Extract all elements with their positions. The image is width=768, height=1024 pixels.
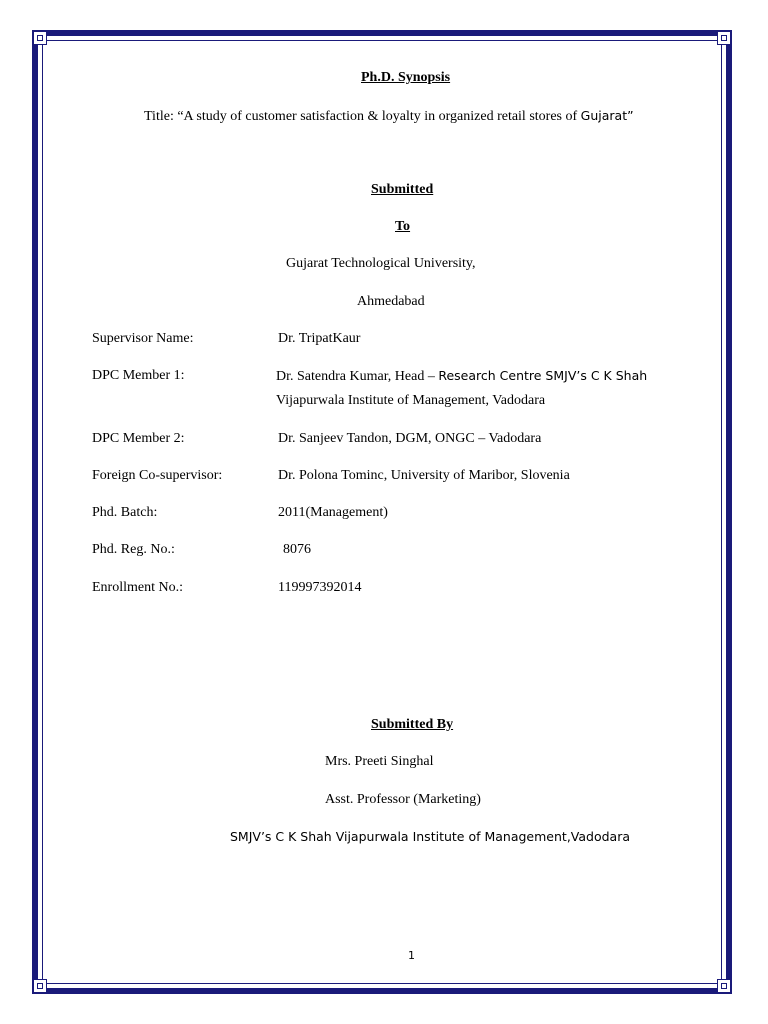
dpc-member-1-value-b: Research Centre SMJV’s C K Shah — [438, 368, 648, 383]
dpc-member-1-value-a: Dr. Satendra Kumar, Head – — [276, 369, 439, 384]
dpc-member-1-value — [276, 368, 647, 385]
submitted-heading: Submitted — [371, 182, 434, 197]
document-heading: Ph.D. Synopsis — [361, 70, 451, 85]
dpc-member-2-label: DPC Member 2: — [92, 431, 185, 446]
dpc-member-2-value: Dr. Sanjeev Tandon, DGM, ONGC – Vadodara — [278, 431, 542, 446]
page-number: 1 — [408, 949, 415, 962]
phd-reg-value: 8076 — [283, 542, 311, 557]
corner-ornament-bottom-right — [717, 979, 731, 993]
enrollment-value: 119997392014 — [278, 580, 362, 595]
corner-ornament-top-right — [717, 31, 731, 45]
corner-ornament-bottom-left — [33, 979, 47, 993]
author-institute: SMJV’s C K Shah Vijapurwala Institute of Management,Vadodara — [230, 829, 631, 844]
supervisor-value: Dr. TripatKaur — [278, 331, 361, 346]
author-designation: Asst. Professor (Marketing) — [325, 792, 481, 807]
foreign-cosupervisor-label: Foreign Co-supervisor: — [92, 468, 223, 483]
title-tail: Gujarat” — [580, 108, 634, 123]
enrollment-label: Enrollment No.: — [92, 580, 183, 595]
dpc-member-1-label: DPC Member 1: — [92, 368, 185, 383]
corner-ornament-top-left — [33, 31, 47, 45]
author-name: Mrs. Preeti Singhal — [325, 754, 434, 769]
foreign-cosupervisor-value: Dr. Polona Tominc, University of Maribor, Slovenia — [278, 468, 570, 483]
phd-batch-value: 2011(Management) — [278, 505, 388, 520]
dpc-member-1-value-line2: Vijapurwala Institute of Management, Vadodara — [276, 393, 546, 408]
phd-reg-label: Phd. Reg. No.: — [92, 542, 175, 557]
phd-batch-label: Phd. Batch: — [92, 505, 158, 520]
university-name: Gujarat Technological University, — [286, 256, 476, 271]
supervisor-label: Supervisor Name: — [92, 331, 194, 346]
to-heading: To — [395, 219, 411, 234]
submitted-by-heading: Submitted By — [371, 717, 454, 732]
document-title — [144, 108, 634, 125]
title-text: Title: “A study of customer satisfaction & loyalty in organized retail stores of — [144, 109, 581, 124]
university-city: Ahmedabad — [357, 294, 425, 309]
